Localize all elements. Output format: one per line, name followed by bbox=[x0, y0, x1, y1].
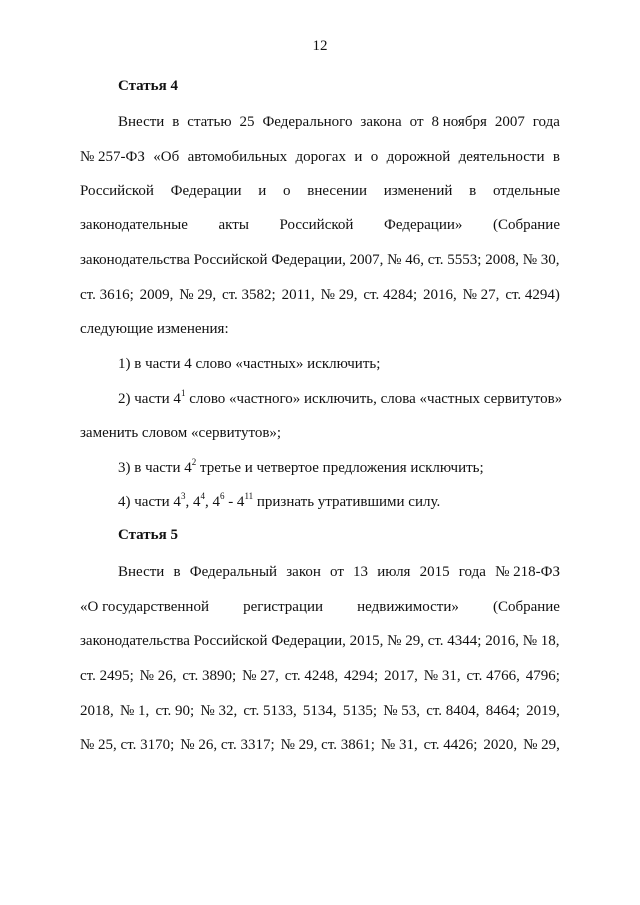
article-5-line-4 bbox=[80, 666, 560, 686]
word: 2017, bbox=[384, 668, 418, 684]
word: ст. 4248, bbox=[284, 668, 339, 684]
article-4-intro-line-3 bbox=[80, 181, 560, 201]
word: законодательные bbox=[80, 217, 188, 233]
item-4-superscript-3: 6 bbox=[219, 491, 225, 501]
word: № 29, ст. 3861; bbox=[280, 737, 375, 753]
word: в bbox=[469, 183, 477, 199]
word: Российской bbox=[80, 183, 154, 199]
item-3-superscript: 2 bbox=[191, 457, 197, 467]
item-4-text-e: признать утратившими силу. bbox=[253, 494, 441, 510]
word: ст. 3616; bbox=[80, 287, 134, 303]
word: 8464; bbox=[485, 703, 520, 719]
word: № 25, ст. 3170; bbox=[80, 737, 175, 753]
article-4-intro-line-1 bbox=[118, 112, 560, 132]
word: ст. 3890; bbox=[182, 668, 237, 684]
item-4-text-c: , 4 bbox=[204, 494, 220, 510]
page-number: 12 bbox=[312, 38, 328, 54]
word: ст. 2495; bbox=[80, 668, 134, 684]
item-2-text-b: слово «частного» исключить, слова «частных сервитутов» bbox=[185, 391, 563, 407]
item-3-text-a: 3) в части 4 bbox=[118, 460, 192, 476]
item-4-superscript-1: 3 bbox=[180, 491, 186, 501]
word: № 29, bbox=[320, 287, 358, 303]
word: 4294; bbox=[344, 668, 379, 684]
word: «Об bbox=[153, 149, 180, 165]
word: года bbox=[458, 564, 486, 580]
word: 8 ноября bbox=[431, 114, 487, 130]
word: Федерации» bbox=[384, 217, 463, 233]
word: № 31, bbox=[423, 668, 461, 684]
word: (Собрание bbox=[492, 217, 560, 233]
item-4-superscript-2: 4 bbox=[200, 491, 205, 501]
article-4-item-2 bbox=[118, 388, 563, 409]
word: в bbox=[552, 149, 560, 165]
word: 2015 bbox=[419, 564, 450, 580]
word: ст. 4426; bbox=[423, 737, 478, 753]
item-2-text-a: 2) части 4 bbox=[118, 391, 181, 407]
word: изменений bbox=[383, 183, 453, 199]
word: Федеральный bbox=[189, 564, 278, 580]
word: «О государственной bbox=[80, 599, 209, 615]
word: автомобильных bbox=[187, 149, 288, 165]
word: отдельные bbox=[492, 183, 560, 199]
word: 2011, bbox=[281, 287, 315, 303]
article-5-line-3: законодательства Российской Федерации, 2015, № 29, ст. 4344; 2016, № 18, bbox=[80, 633, 560, 649]
word: закон bbox=[286, 564, 321, 580]
word: ст. 4294) bbox=[505, 287, 560, 303]
article-5-line-2 bbox=[80, 597, 560, 617]
word: акты bbox=[218, 217, 249, 233]
word: ст. 4284; bbox=[363, 287, 418, 303]
article-4-intro-line-4 bbox=[80, 215, 560, 235]
word: Внести bbox=[118, 564, 165, 580]
word: закона bbox=[360, 114, 402, 130]
article-4-item-1: 1) в части 4 слово «частных» исключить; bbox=[118, 356, 381, 372]
article-4-intro-line-2 bbox=[80, 147, 560, 167]
word: 5134, bbox=[302, 703, 337, 719]
word: 2007 bbox=[494, 114, 525, 130]
word: Федерального bbox=[262, 114, 353, 130]
article-4-intro-line-5: законодательства Российской Федерации, 2007, № 46, ст. 5553; 2008, № 30, bbox=[80, 252, 560, 268]
word: № 29, bbox=[179, 287, 217, 303]
item-4-text-b: , 4 bbox=[185, 494, 201, 510]
word: дорожной bbox=[386, 149, 451, 165]
word: 2019, bbox=[526, 703, 560, 719]
word: дорогах bbox=[295, 149, 346, 165]
word: № 29, bbox=[523, 737, 560, 753]
word: № 257-ФЗ bbox=[80, 149, 145, 165]
word: от bbox=[330, 564, 344, 580]
word: Российской bbox=[279, 217, 354, 233]
word: в bbox=[172, 114, 180, 130]
article-4-item-2-continuation: заменить словом «сервитутов»; bbox=[80, 425, 282, 441]
word: № 1, bbox=[119, 703, 150, 719]
word: и bbox=[258, 183, 267, 199]
word: 2018, bbox=[80, 703, 114, 719]
item-3-text-b: третье и четвертое предложения исключить; bbox=[196, 460, 484, 476]
word: деятельности bbox=[458, 149, 545, 165]
word: о bbox=[283, 183, 291, 199]
word: № 27, bbox=[462, 287, 500, 303]
word: и bbox=[354, 149, 363, 165]
word: регистрации bbox=[243, 599, 324, 615]
word: в bbox=[173, 564, 181, 580]
word: 25 bbox=[239, 114, 255, 130]
item-4-text-a: 4) части 4 bbox=[118, 494, 181, 510]
word: ст. 4766, bbox=[466, 668, 520, 684]
word: 5135; bbox=[342, 703, 378, 719]
word: недвижимости» bbox=[357, 599, 459, 615]
word: 4796; bbox=[525, 668, 560, 684]
article-5-heading: Статья 5 bbox=[118, 527, 178, 543]
article-4-item-4 bbox=[118, 492, 560, 512]
word: ст. 90; bbox=[155, 703, 195, 719]
word: № 26, ст. 3317; bbox=[180, 737, 275, 753]
word: ст. 5133, bbox=[243, 703, 297, 719]
word: статью bbox=[187, 114, 232, 130]
word: Внести bbox=[118, 114, 165, 130]
word: ст. 3582; bbox=[221, 287, 276, 303]
word: года bbox=[532, 114, 560, 130]
word: № 31, bbox=[380, 737, 418, 753]
word: № 218-ФЗ bbox=[495, 564, 560, 580]
item-4-text-d: - 4 bbox=[224, 494, 245, 510]
word: 13 bbox=[353, 564, 369, 580]
word: № 27, bbox=[242, 668, 279, 684]
word: от bbox=[409, 114, 424, 130]
word: Федерации bbox=[170, 183, 242, 199]
word: ст. 8404, bbox=[426, 703, 480, 719]
article-4-item-3 bbox=[118, 458, 560, 478]
article-5-line-5 bbox=[80, 701, 560, 721]
word: (Собрание bbox=[492, 599, 560, 615]
article-4-intro-line-6 bbox=[80, 285, 560, 305]
word: № 53, bbox=[383, 703, 421, 719]
item-2-superscript: 1 bbox=[180, 388, 186, 398]
word: № 26, bbox=[139, 668, 177, 684]
article-5-line-6 bbox=[80, 735, 560, 755]
word: внесении bbox=[307, 183, 367, 199]
article-4-intro-line-7: следующие изменения: bbox=[80, 321, 229, 337]
word: о bbox=[370, 149, 379, 165]
word: 2016, bbox=[423, 287, 457, 303]
item-4-superscript-4: 11 bbox=[244, 491, 254, 501]
word: 2020, bbox=[483, 737, 518, 753]
article-4-heading: Статья 4 bbox=[118, 78, 178, 94]
article-5-line-1 bbox=[118, 562, 560, 582]
word: 2009, bbox=[139, 287, 174, 303]
word: июля bbox=[377, 564, 411, 580]
word: № 32, bbox=[200, 703, 238, 719]
